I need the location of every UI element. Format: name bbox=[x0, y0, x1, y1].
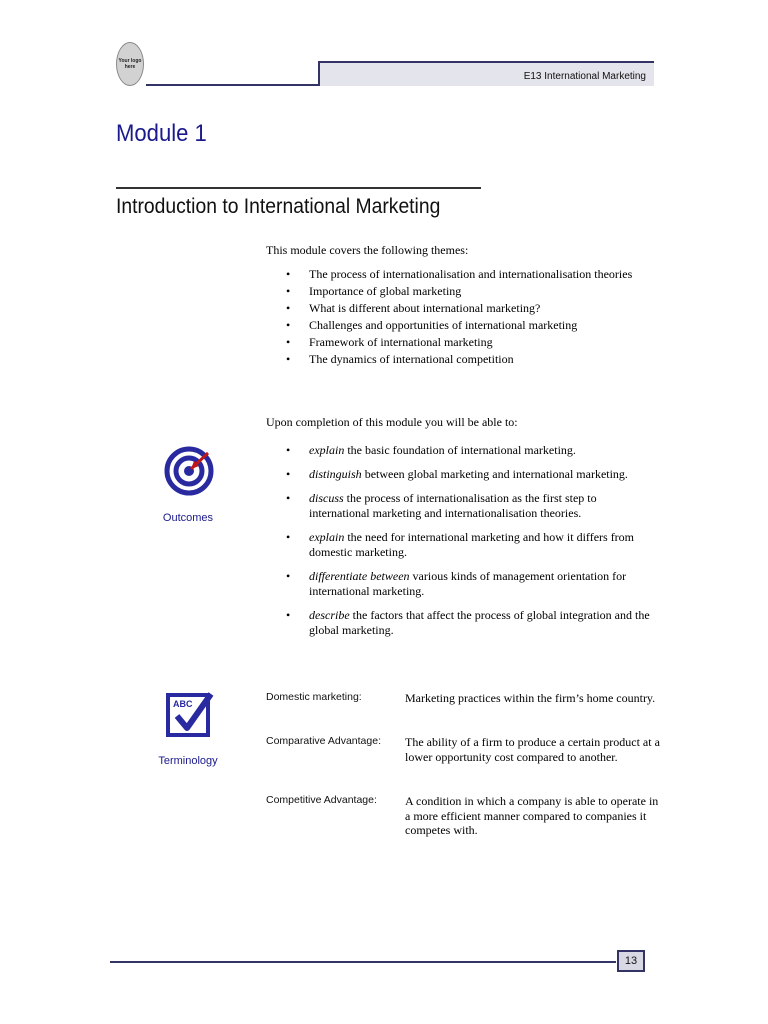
outcome-verb: distinguish bbox=[309, 467, 362, 481]
term-definition: Marketing practices within the firm’s home country. bbox=[405, 691, 656, 705]
outcomes-list bbox=[266, 443, 656, 647]
list-item: • What is different about international marketing? bbox=[266, 301, 656, 316]
outcomes-label: Outcomes bbox=[162, 512, 214, 524]
logo-text: Your logo here bbox=[118, 58, 142, 70]
outcome-verb: explain bbox=[309, 443, 345, 457]
outcome-text: the basic foundation of international marketing. bbox=[344, 443, 576, 457]
module-title: Module 1 bbox=[116, 120, 207, 147]
course-title: E13 International Marketing bbox=[523, 71, 646, 82]
outcome-verb: explain bbox=[309, 530, 345, 544]
terminology-label: Terminology bbox=[158, 755, 218, 767]
list-item bbox=[266, 443, 656, 458]
outcome-verb: discuss bbox=[309, 491, 344, 505]
logo-placeholder bbox=[116, 42, 144, 86]
term-label: Comparative Advantage: bbox=[266, 735, 381, 747]
outcome-text: the factors that affect the process of global integration and the global marketing. bbox=[309, 608, 650, 637]
target-icon bbox=[164, 446, 214, 496]
list-item: • Framework of international marketing bbox=[266, 335, 656, 350]
header-rule bbox=[146, 84, 318, 86]
section-title: Introduction to International Marketing bbox=[116, 195, 441, 218]
list-item bbox=[266, 491, 656, 521]
outcomes-intro: Upon completion of this module you will be able to: bbox=[266, 415, 518, 429]
term-definition: A condition in which a company is able to operate in a more efficient manner compared to companies it competes with. bbox=[405, 794, 659, 837]
term-label: Domestic marketing: bbox=[266, 691, 362, 703]
checkbox-icon-text: ABC bbox=[173, 699, 193, 709]
outcome-text: various kinds of management orientation for international marketing. bbox=[309, 569, 627, 598]
outcome-verb: differentiate between bbox=[309, 569, 410, 583]
list-item: • The process of internationalisation and internationalisation theories bbox=[266, 267, 656, 282]
outcome-verb: describe bbox=[309, 608, 350, 622]
list-item bbox=[266, 608, 656, 638]
outcome-text: the need for international marketing and how it differs from domestic marketing. bbox=[309, 530, 635, 559]
list-item bbox=[266, 467, 656, 482]
themes-list bbox=[266, 267, 656, 369]
outcome-text: between global marketing and international marketing. bbox=[361, 467, 628, 481]
list-item bbox=[266, 530, 656, 560]
themes-intro: This module covers the following themes: bbox=[266, 243, 469, 257]
term-label: Competitive Advantage: bbox=[266, 794, 377, 806]
footer-rule bbox=[110, 961, 616, 963]
header-bar bbox=[318, 61, 654, 86]
term-definition: The ability of a firm to produce a certain product at a lower opportunity cost compared to another. bbox=[405, 735, 660, 764]
list-item: • Challenges and opportunities of international marketing bbox=[266, 318, 656, 333]
outcome-text: the process of internationalisation as the first step to international marketing and internationalisation theories. bbox=[309, 491, 597, 520]
checkbox-icon bbox=[165, 690, 215, 740]
list-item bbox=[266, 569, 656, 599]
list-item: • Importance of global marketing bbox=[266, 284, 656, 299]
list-item: • The dynamics of international competition bbox=[266, 352, 656, 367]
title-rule bbox=[116, 187, 481, 189]
page-number: 13 bbox=[617, 950, 645, 972]
